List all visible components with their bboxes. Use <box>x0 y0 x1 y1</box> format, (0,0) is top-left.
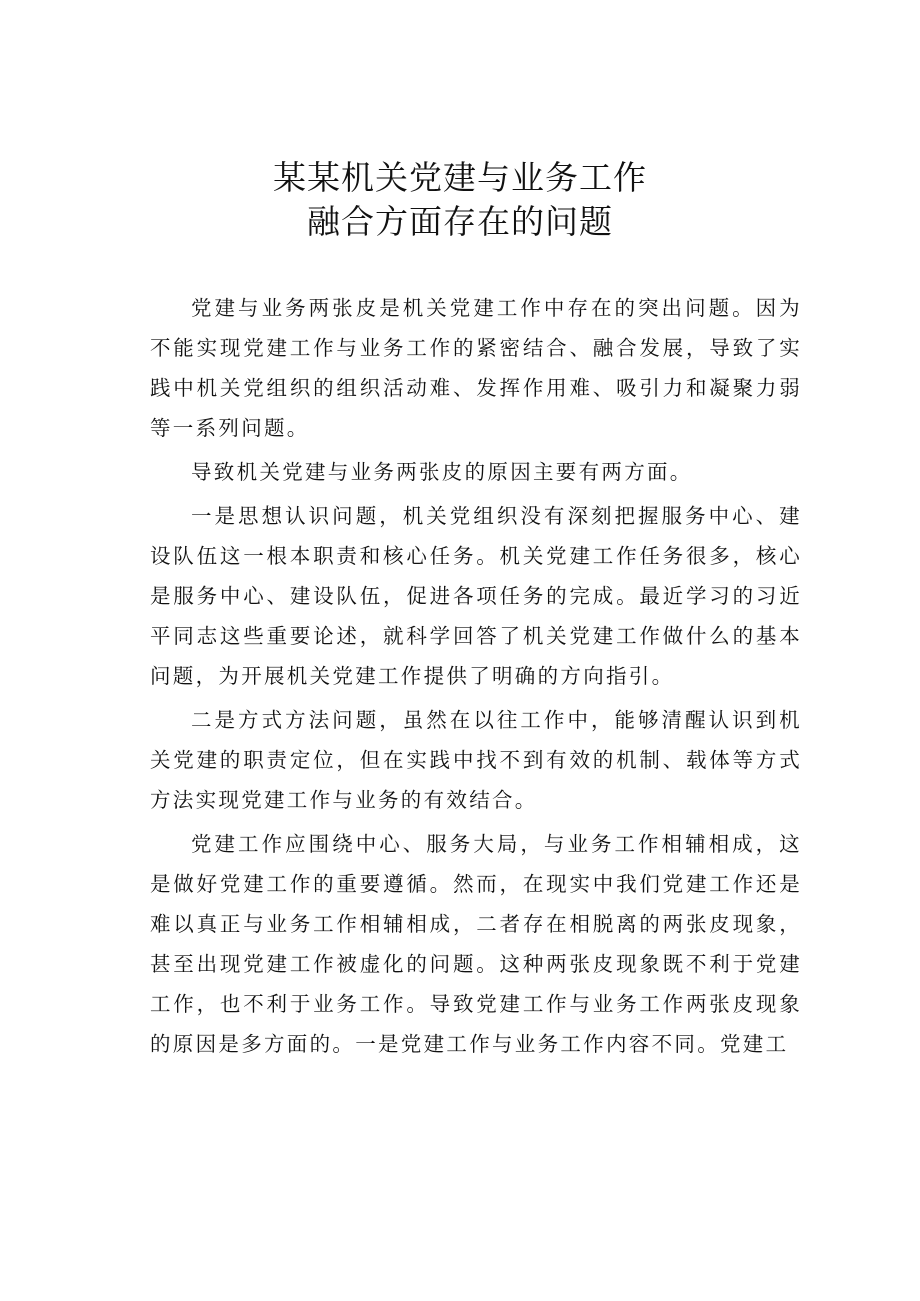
paragraph: 党建工作应围绕中心、服务大局，与业务工作相辅相成，这是做好党建工作的重要遵循。然而，在现实中我们党建工作还是难以真正与业务工作相辅相成，二者存在相脱离的两张皮现象，甚至出现党建工作被虚化的问题。这种两张皮现象既不利于党建工作，也不利于业务工作。导致党建工作与业务工作两张皮现象的原因是多方面的。一是党建工作与业务工作内容不同。党建工 <box>150 832 802 1056</box>
paragraph: 二是方式方法问题，虽然在以往工作中，能够清醒认识到机关党建的职责定位，但在实践中找不到有效的机制、载体等方式方法实现党建工作与业务的有效结合。 <box>150 708 802 812</box>
title-line-2: 融合方面存在的问题 <box>307 202 613 241</box>
paragraph: 一是思想认识问题，机关党组织没有深刻把握服务中心、建设队伍这一根本职责和核心任务。机关党建工作任务很多，核心是服务中心、建设队伍，促进各项任务的完成。最近学习的习近平同志这些重要论述，就科学回答了机关党建工作做什么的基本问题，为开展机关党建工作提供了明确的方向指引。 <box>150 504 802 688</box>
paragraph: 党建与业务两张皮是机关党建工作中存在的突出问题。因为不能实现党建工作与业务工作的紧密结合、融合发展，导致了实践中机关党组织的组织活动难、发挥作用难、吸引力和凝聚力弱等一系列问题。 <box>150 296 802 440</box>
document-title <box>0 156 920 244</box>
title-line-1: 某某机关党建与业务工作 <box>273 158 647 197</box>
paragraph: 导致机关党建与业务两张皮的原因主要有两方面。 <box>191 460 693 484</box>
document-body <box>150 288 802 1068</box>
